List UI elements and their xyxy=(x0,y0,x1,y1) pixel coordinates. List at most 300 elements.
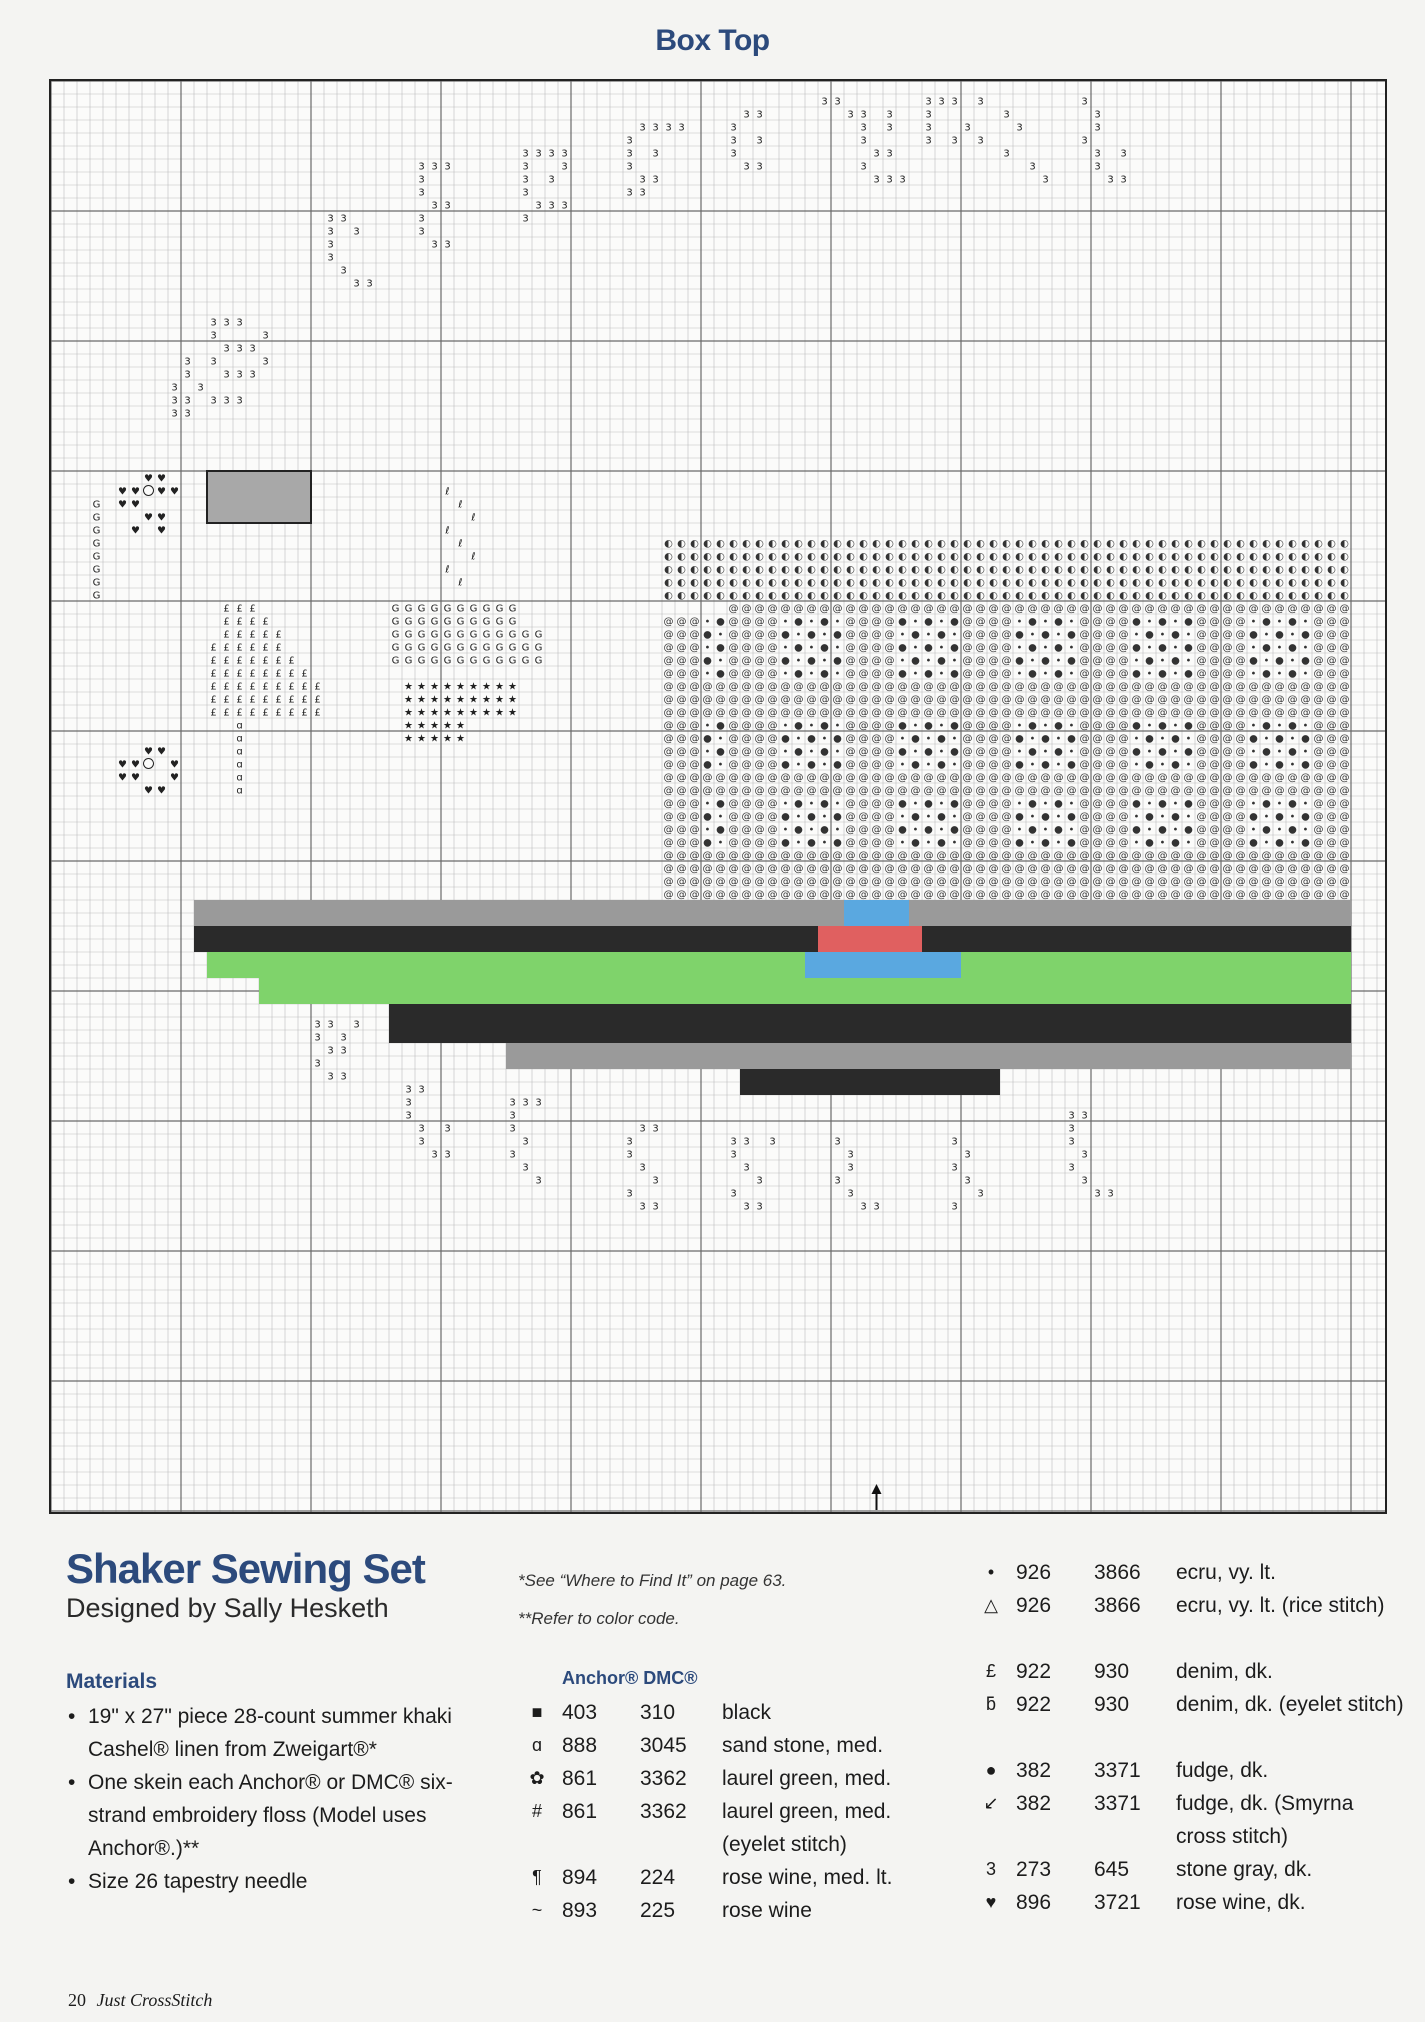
g-stitch-bush-4-5: G xyxy=(456,655,465,667)
house-stitch-51-83: ● xyxy=(1132,746,1141,758)
house-stitch-56-81: @ xyxy=(1105,811,1116,823)
house-stitch-42-77: • xyxy=(1055,629,1062,641)
house-stitch-42-53: @ xyxy=(741,629,752,641)
denim-stitch-8-0: £ xyxy=(210,707,217,719)
page-title: Shaker Sewing Set xyxy=(66,1545,425,1592)
denim-stitch-1-3: £ xyxy=(262,616,269,628)
house-stitch-46-97: @ xyxy=(1313,681,1324,693)
house-stitch-36-74: ◐ xyxy=(1015,551,1024,563)
house-stitch-41-60: • xyxy=(834,616,841,628)
house-stitch-48-87: @ xyxy=(1183,707,1194,719)
house-stitch-42-68: ● xyxy=(937,629,946,641)
house-stitch-35-77: ◐ xyxy=(1054,538,1063,550)
house-stitch-49-80: @ xyxy=(1092,720,1103,732)
house-stitch-45-49: @ xyxy=(689,668,700,680)
band-blue-2 xyxy=(805,952,961,978)
house-stitch-46-77: @ xyxy=(1053,681,1064,693)
house-stitch-54-60: @ xyxy=(832,785,843,797)
house-stitch-54-59: @ xyxy=(819,785,830,797)
house-stitch-53-77: @ xyxy=(1053,772,1064,784)
house-stitch-39-49: ◐ xyxy=(690,590,699,602)
house-stitch-50-92: ● xyxy=(1249,733,1258,745)
house-stitch-62-47: @ xyxy=(663,889,674,901)
house-stitch-37-88: ◐ xyxy=(1197,564,1206,576)
house-stitch-52-50: ● xyxy=(703,759,712,771)
house-stitch-38-67: ◐ xyxy=(924,577,933,589)
house-stitch-49-95: ● xyxy=(1288,720,1297,732)
house-stitch-59-67: @ xyxy=(923,850,934,862)
house-stitch-47-60: @ xyxy=(832,694,843,706)
house-stitch-44-74: ● xyxy=(1015,655,1024,667)
house-stitch-39-79: ◐ xyxy=(1080,590,1089,602)
house-stitch-41-58: • xyxy=(808,616,815,628)
house-stitch-45-96: • xyxy=(1302,668,1309,680)
house-stitch-44-66: ● xyxy=(911,655,920,667)
house-stitch-61-65: @ xyxy=(897,876,908,888)
stone-gray-stitch-38: 3 xyxy=(431,200,438,212)
house-stitch-61-77: @ xyxy=(1053,876,1064,888)
house-stitch-37-56: ◐ xyxy=(781,564,790,576)
stone-gray-bottom-58: 3 xyxy=(951,1201,958,1213)
house-stitch-61-84: @ xyxy=(1144,876,1155,888)
denim-stitch-7-0: £ xyxy=(210,694,217,706)
house-stitch-46-51: @ xyxy=(715,681,726,693)
stone-gray-stitch-94: 3 xyxy=(977,96,984,108)
house-stitch-60-49: @ xyxy=(689,863,700,875)
stone-gray-stitch-72: 3 xyxy=(730,135,737,147)
house-stitch-45-77: ● xyxy=(1054,668,1063,680)
house-stitch-46-55: @ xyxy=(767,681,778,693)
star-stitch-1-2: ★ xyxy=(430,694,439,706)
house-stitch-62-75: @ xyxy=(1027,889,1038,901)
heart-stitch-4: ♥ xyxy=(118,499,127,511)
house-stitch-60-77: @ xyxy=(1053,863,1064,875)
house-stitch-45-72: @ xyxy=(988,668,999,680)
band-blue-1 xyxy=(844,900,909,926)
stone-gray-stitch-95: 3 xyxy=(925,109,932,121)
house-stitch-35-82: ◐ xyxy=(1119,538,1128,550)
house-stitch-36-49: ◐ xyxy=(690,551,699,563)
house-stitch-51-77: ● xyxy=(1054,746,1063,758)
house-stitch-36-56: ◐ xyxy=(781,551,790,563)
star-stitch-4-4: ★ xyxy=(456,733,465,745)
house-stitch-54-81: @ xyxy=(1105,785,1116,797)
house-stitch-46-58: @ xyxy=(806,681,817,693)
g-stitch-bush-0-7: G xyxy=(482,603,491,615)
house-stitch-48-48: @ xyxy=(676,707,687,719)
house-stitch-40-64: @ xyxy=(884,603,895,615)
house-stitch-36-81: ◐ xyxy=(1106,551,1115,563)
house-stitch-59-68: @ xyxy=(936,850,947,862)
stone-gray-stitch-100: 3 xyxy=(977,135,984,147)
house-stitch-48-76: @ xyxy=(1040,707,1051,719)
house-stitch-48-54: @ xyxy=(754,707,765,719)
house-stitch-52-78: ● xyxy=(1067,759,1076,771)
house-stitch-62-70: @ xyxy=(962,889,973,901)
stone-gray-stitch-31: 3 xyxy=(353,278,360,290)
house-stitch-61-51: @ xyxy=(715,876,726,888)
house-stitch-45-53: @ xyxy=(741,668,752,680)
house-stitch-46-66: @ xyxy=(910,681,921,693)
house-stitch-46-56: @ xyxy=(780,681,791,693)
house-stitch-43-96: • xyxy=(1302,642,1309,654)
house-stitch-45-80: @ xyxy=(1092,668,1103,680)
house-stitch-61-60: @ xyxy=(832,876,843,888)
house-stitch-45-65: ● xyxy=(898,668,907,680)
stone-gray-stitch-18: 3 xyxy=(197,382,204,394)
house-stitch-61-90: @ xyxy=(1222,876,1233,888)
stone-gray-stitch-111: 3 xyxy=(1120,148,1127,160)
house-stitch-59-92: @ xyxy=(1248,850,1259,862)
stone-gray-bottom-50: 3 xyxy=(847,1188,854,1200)
house-stitch-60-91: @ xyxy=(1235,863,1246,875)
house-stitch-40-73: @ xyxy=(1001,603,1012,615)
house-stitch-58-64: @ xyxy=(884,837,895,849)
stone-gray-stitch-109: 3 xyxy=(1081,135,1088,147)
house-stitch-45-78: • xyxy=(1068,668,1075,680)
stone-gray-stitch-84: 3 xyxy=(860,135,867,147)
star-stitch-4-1: ★ xyxy=(417,733,426,745)
house-stitch-39-96: ◐ xyxy=(1301,590,1310,602)
house-stitch-43-92: • xyxy=(1250,642,1257,654)
star-stitch-2-0: ★ xyxy=(404,707,413,719)
curl-stitch-5: ℓ xyxy=(471,551,476,563)
house-stitch-46-99: @ xyxy=(1339,681,1350,693)
house-stitch-44-87: • xyxy=(1185,655,1192,667)
house-stitch-41-98: @ xyxy=(1326,616,1337,628)
house-stitch-36-90: ◐ xyxy=(1223,551,1232,563)
house-stitch-42-58: ● xyxy=(807,629,816,641)
house-stitch-49-83: ● xyxy=(1132,720,1141,732)
house-stitch-55-66: • xyxy=(912,798,919,810)
house-stitch-44-63: @ xyxy=(871,655,882,667)
house-stitch-54-61: @ xyxy=(845,785,856,797)
denim-stitch-7-1: £ xyxy=(223,694,230,706)
house-stitch-52-89: @ xyxy=(1209,759,1220,771)
house-stitch-45-69: ● xyxy=(950,668,959,680)
house-stitch-49-57: ● xyxy=(794,720,803,732)
house-stitch-58-89: @ xyxy=(1209,837,1220,849)
heart-stitch-11: ♥ xyxy=(157,525,166,537)
house-stitch-41-80: @ xyxy=(1092,616,1103,628)
materials-item: • 19" x 27" piece 28-count summer khaki Cashel® linen from Zweigart®* xyxy=(66,1700,486,1766)
house-stitch-36-67: ◐ xyxy=(924,551,933,563)
house-stitch-61-70: @ xyxy=(962,876,973,888)
house-stitch-52-73: @ xyxy=(1001,759,1012,771)
stone-gray-bottom-26: 3 xyxy=(522,1162,529,1174)
house-stitch-43-65: ● xyxy=(898,642,907,654)
anchor-number: 861 xyxy=(562,1800,598,1823)
house-stitch-45-63: @ xyxy=(871,668,882,680)
house-stitch-40-85: @ xyxy=(1157,603,1168,615)
house-stitch-58-85: • xyxy=(1159,837,1166,849)
small-dot-symbol: • xyxy=(987,1562,995,1582)
denim-stitch-8-6: £ xyxy=(288,707,295,719)
denim-stitch-3-4: £ xyxy=(262,642,269,654)
house-stitch-53-78: @ xyxy=(1066,772,1077,784)
house-stitch-35-67: ◐ xyxy=(924,538,933,550)
star-stitch-3-1: ★ xyxy=(417,720,426,732)
house-stitch-51-65: ● xyxy=(898,746,907,758)
house-stitch-40-89: @ xyxy=(1209,603,1220,615)
house-stitch-58-95: • xyxy=(1289,837,1296,849)
denim-stitch-0-1: £ xyxy=(236,603,243,615)
g-stitch-bush-3-11: G xyxy=(534,642,543,654)
house-stitch-61-48: @ xyxy=(676,876,687,888)
heart-stitch-14: ♥ xyxy=(118,772,127,784)
house-stitch-42-83: • xyxy=(1133,629,1140,641)
stone-gray-stitch-26: 3 xyxy=(353,226,360,238)
house-stitch-50-72: @ xyxy=(988,733,999,745)
denim-stitch-3-0: £ xyxy=(210,642,217,654)
house-stitch-40-92: @ xyxy=(1248,603,1259,615)
stone-gray-stitch-85: 3 xyxy=(873,148,880,160)
house-stitch-59-93: @ xyxy=(1261,850,1272,862)
house-stitch-45-88: @ xyxy=(1196,668,1207,680)
stone-gray-stitch-113: 3 xyxy=(1107,174,1114,186)
house-stitch-37-98: ◐ xyxy=(1327,564,1336,576)
house-stitch-56-92: ● xyxy=(1249,811,1258,823)
house-stitch-53-87: @ xyxy=(1183,772,1194,784)
g-stitch-bush-4-6: G xyxy=(469,655,478,667)
house-stitch-51-93: ● xyxy=(1262,746,1271,758)
house-stitch-42-66: ● xyxy=(911,629,920,641)
stone-gray-bottom-44: 3 xyxy=(743,1201,750,1213)
stone-gray-stitch-41: 3 xyxy=(418,226,425,238)
house-stitch-37-81: ◐ xyxy=(1106,564,1115,576)
house-stitch-46-65: @ xyxy=(897,681,908,693)
house-stitch-57-66: • xyxy=(912,824,919,836)
house-stitch-62-89: @ xyxy=(1209,889,1220,901)
house-stitch-52-69: • xyxy=(951,759,958,771)
house-stitch-49-50: • xyxy=(704,720,711,732)
stone-gray-bottom-59: 3 xyxy=(1068,1110,1075,1122)
house-stitch-40-90: @ xyxy=(1222,603,1233,615)
house-stitch-41-84: • xyxy=(1146,616,1153,628)
house-stitch-38-63: ◐ xyxy=(872,577,881,589)
house-stitch-47-78: @ xyxy=(1066,694,1077,706)
house-stitch-50-62: @ xyxy=(858,733,869,745)
house-stitch-61-76: @ xyxy=(1040,876,1051,888)
house-stitch-52-65: • xyxy=(899,759,906,771)
house-stitch-35-68: ◐ xyxy=(937,538,946,550)
house-stitch-60-50: @ xyxy=(702,863,713,875)
house-stitch-35-62: ◐ xyxy=(859,538,868,550)
house-stitch-36-91: ◐ xyxy=(1236,551,1245,563)
house-stitch-57-51: ● xyxy=(716,824,725,836)
house-stitch-59-72: @ xyxy=(988,850,999,862)
house-stitch-49-52: @ xyxy=(728,720,739,732)
house-stitch-38-61: ◐ xyxy=(846,577,855,589)
heart-stitch-21: ♥ xyxy=(170,772,179,784)
house-stitch-57-99: @ xyxy=(1339,824,1350,836)
house-stitch-43-91: @ xyxy=(1235,642,1246,654)
house-stitch-38-81: ◐ xyxy=(1106,577,1115,589)
denim-stitch-5-3: £ xyxy=(249,668,256,680)
house-stitch-43-90: @ xyxy=(1222,642,1233,654)
house-stitch-48-77: @ xyxy=(1053,707,1064,719)
house-stitch-48-98: @ xyxy=(1326,707,1337,719)
house-stitch-42-52: @ xyxy=(728,629,739,641)
house-stitch-60-97: @ xyxy=(1313,863,1324,875)
house-stitch-48-56: @ xyxy=(780,707,791,719)
house-stitch-37-68: ◐ xyxy=(937,564,946,576)
house-stitch-45-95: ● xyxy=(1288,668,1297,680)
house-stitch-45-64: @ xyxy=(884,668,895,680)
denim-stitch-7-6: £ xyxy=(288,694,295,706)
house-stitch-62-51: @ xyxy=(715,889,726,901)
house-stitch-35-58: ◐ xyxy=(807,538,816,550)
house-stitch-39-73: ◐ xyxy=(1002,590,1011,602)
house-stitch-35-69: ◐ xyxy=(950,538,959,550)
house-stitch-57-91: @ xyxy=(1235,824,1246,836)
house-stitch-47-96: @ xyxy=(1300,694,1311,706)
house-stitch-41-74: • xyxy=(1016,616,1023,628)
house-stitch-54-47: @ xyxy=(663,785,674,797)
color-name: sand stone, med. xyxy=(722,1734,884,1757)
house-stitch-43-55: @ xyxy=(767,642,778,654)
house-stitch-62-58: @ xyxy=(806,889,817,901)
house-stitch-47-66: @ xyxy=(910,694,921,706)
house-stitch-47-54: @ xyxy=(754,694,765,706)
house-stitch-43-94: • xyxy=(1276,642,1283,654)
section-title: Box Top xyxy=(655,24,770,57)
house-stitch-50-94: ● xyxy=(1275,733,1284,745)
g-stitch-bush-4-4: G xyxy=(443,655,452,667)
house-stitch-49-71: @ xyxy=(975,720,986,732)
house-stitch-55-81: @ xyxy=(1105,798,1116,810)
house-stitch-40-80: @ xyxy=(1092,603,1103,615)
house-stitch-47-51: @ xyxy=(715,694,726,706)
house-stitch-44-95: • xyxy=(1289,655,1296,667)
house-stitch-58-56: ● xyxy=(781,837,790,849)
star-stitch-0-2: ★ xyxy=(430,681,439,693)
house-stitch-59-58: @ xyxy=(806,850,817,862)
house-stitch-41-65: ● xyxy=(898,616,907,628)
house-stitch-59-55: @ xyxy=(767,850,778,862)
legend-header: Anchor® DMC® xyxy=(562,1668,698,1688)
house-stitch-37-53: ◐ xyxy=(742,564,751,576)
denim-stitch-6-6: £ xyxy=(288,681,295,693)
house-stitch-61-61: @ xyxy=(845,876,856,888)
house-stitch-50-87: • xyxy=(1185,733,1192,745)
house-stitch-37-48: ◐ xyxy=(677,564,686,576)
house-stitch-58-61: @ xyxy=(845,837,856,849)
stone-gray-stitch-47: 3 xyxy=(561,148,568,160)
house-stitch-56-88: @ xyxy=(1196,811,1207,823)
house-stitch-46-83: @ xyxy=(1131,681,1142,693)
house-stitch-47-91: @ xyxy=(1235,694,1246,706)
house-stitch-41-78: • xyxy=(1068,616,1075,628)
house-stitch-50-73: @ xyxy=(1001,733,1012,745)
g-stitch-bush-3-9: G xyxy=(508,642,517,654)
house-stitch-35-60: ◐ xyxy=(833,538,842,550)
house-stitch-39-56: ◐ xyxy=(781,590,790,602)
house-stitch-60-69: @ xyxy=(949,863,960,875)
anchor-number: 382 xyxy=(1016,1759,1052,1782)
denim-stitch-2-1: £ xyxy=(236,629,243,641)
g-stitch-left-5: G xyxy=(92,564,101,576)
house-stitch-47-56: @ xyxy=(780,694,791,706)
house-stitch-59-80: @ xyxy=(1092,850,1103,862)
house-stitch-46-48: @ xyxy=(676,681,687,693)
house-stitch-61-83: @ xyxy=(1131,876,1142,888)
denim-stitch-6-4: £ xyxy=(262,681,269,693)
house-stitch-38-50: ◐ xyxy=(703,577,712,589)
house-stitch-60-87: @ xyxy=(1183,863,1194,875)
house-stitch-52-48: @ xyxy=(676,759,687,771)
house-stitch-42-86: ● xyxy=(1171,629,1180,641)
house-stitch-36-94: ◐ xyxy=(1275,551,1284,563)
house-stitch-48-85: @ xyxy=(1157,707,1168,719)
color-name: denim, dk. (eyelet stitch) xyxy=(1176,1693,1404,1716)
house-stitch-36-69: ◐ xyxy=(950,551,959,563)
house-stitch-50-99: @ xyxy=(1339,733,1350,745)
house-stitch-60-66: @ xyxy=(910,863,921,875)
house-stitch-42-85: • xyxy=(1159,629,1166,641)
house-stitch-60-62: @ xyxy=(858,863,869,875)
house-stitch-35-61: ◐ xyxy=(846,538,855,550)
stone-gray-bottom-31: 3 xyxy=(626,1149,633,1161)
color-name: rose wine, med. lt. xyxy=(722,1866,893,1889)
grid-major xyxy=(51,81,1385,1512)
house-stitch-42-72: @ xyxy=(988,629,999,641)
house-stitch-48-58: @ xyxy=(806,707,817,719)
house-stitch-39-99: ◐ xyxy=(1340,590,1349,602)
house-stitch-35-70: ◐ xyxy=(963,538,972,550)
stone-gray-bottom-13: 3 xyxy=(405,1110,412,1122)
house-stitch-60-96: @ xyxy=(1300,863,1311,875)
house-stitch-62-63: @ xyxy=(871,889,882,901)
house-stitch-36-95: ◐ xyxy=(1288,551,1297,563)
house-stitch-36-86: ◐ xyxy=(1171,551,1180,563)
house-stitch-43-76: • xyxy=(1042,642,1049,654)
house-stitch-57-94: • xyxy=(1276,824,1283,836)
house-stitch-62-99: @ xyxy=(1339,889,1350,901)
house-stitch-40-87: @ xyxy=(1183,603,1194,615)
house-stitch-59-76: @ xyxy=(1040,850,1051,862)
house-stitch-53-57: @ xyxy=(793,772,804,784)
house-stitch-36-48: ◐ xyxy=(677,551,686,563)
house-stitch-36-77: ◐ xyxy=(1054,551,1063,563)
denim-stitch-1-2: £ xyxy=(249,616,256,628)
house-stitch-54-54: @ xyxy=(754,785,765,797)
denim-stitch-8-3: £ xyxy=(249,707,256,719)
house-stitch-45-52: @ xyxy=(728,668,739,680)
house-stitch-62-56: @ xyxy=(780,889,791,901)
house-stitch-58-67: • xyxy=(925,837,932,849)
house-stitch-56-66: ● xyxy=(911,811,920,823)
house-stitch-41-93: ● xyxy=(1262,616,1271,628)
stone-gray-bottom-4: 3 xyxy=(340,1032,347,1044)
house-stitch-36-89: ◐ xyxy=(1210,551,1219,563)
house-stitch-37-60: ◐ xyxy=(833,564,842,576)
house-stitch-47-48: @ xyxy=(676,694,687,706)
house-stitch-44-48: @ xyxy=(676,655,687,667)
house-stitch-62-52: @ xyxy=(728,889,739,901)
house-stitch-53-92: @ xyxy=(1248,772,1259,784)
stone-gray-stitch-82: 3 xyxy=(860,122,867,134)
house-stitch-40-61: @ xyxy=(845,603,856,615)
house-stitch-54-51: @ xyxy=(715,785,726,797)
g-stitch-bush-1-6: G xyxy=(469,616,478,628)
star-stitch-1-0: ★ xyxy=(404,694,413,706)
house-stitch-55-70: @ xyxy=(962,798,973,810)
stone-gray-stitch-103: 3 xyxy=(1003,148,1010,160)
house-stitch-36-72: ◐ xyxy=(989,551,998,563)
g-stitch-bush-3-6: G xyxy=(469,642,478,654)
stone-gray-bottom-33: 3 xyxy=(652,1175,659,1187)
